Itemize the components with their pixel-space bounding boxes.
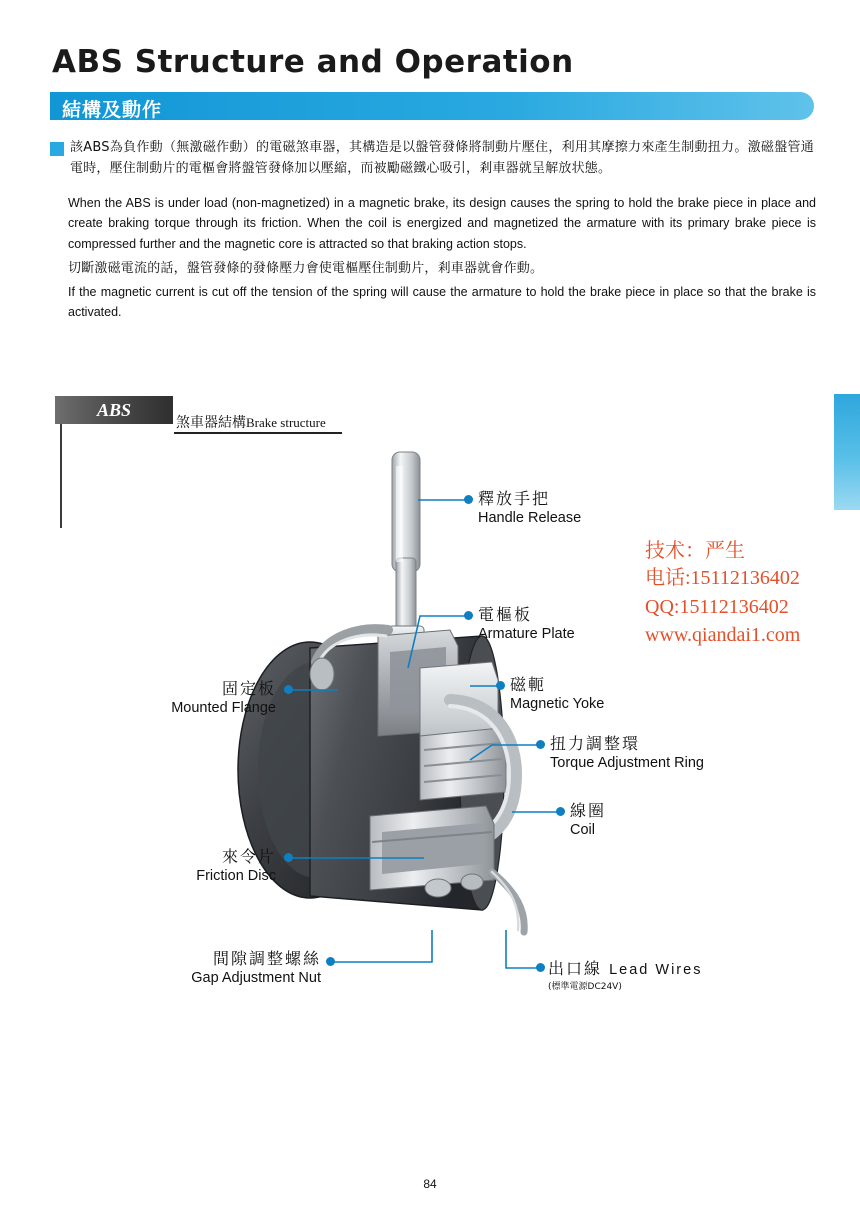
structure-label-en: Brake structure — [246, 415, 326, 430]
callout-mounted-flange — [140, 676, 276, 716]
bullet-square-icon — [50, 142, 64, 156]
callout-coil-en: Coil — [570, 822, 595, 838]
torque-adjustment-ring-shape — [420, 728, 506, 800]
callout-mounted-flange-en: Mounted Flange — [171, 700, 276, 716]
callout-gap-adjustment-nut — [145, 946, 321, 986]
section-title-cn: 結構及動作 — [62, 99, 163, 121]
structure-label — [176, 412, 326, 432]
callout-torque-ring-en: Torque Adjustment Ring — [550, 755, 704, 771]
callout-dot-torque-ring — [536, 740, 545, 749]
callout-lead-wires-en: Lead Wires — [609, 962, 703, 978]
structure-label-cn: 煞車器結構 — [176, 415, 246, 431]
callout-gap-nut-cn: 間隙調整螺絲 — [212, 949, 321, 968]
paragraph-en-2: If the magnetic current is cut off the tension of the spring will cause the armature to hold the brake piece in place so that the brake is activated. — [68, 285, 816, 320]
page-number: 84 — [423, 1177, 437, 1191]
abs-tag-rule — [60, 424, 62, 528]
callout-lead-wires-sub: (標準電源DC24V) — [548, 982, 622, 992]
callout-coil — [570, 798, 606, 838]
abs-tag-label: ABS — [96, 400, 132, 420]
callout-friction-disc-en: Friction Disc — [196, 868, 276, 884]
watermark-line-4: www.qiandai1.com — [645, 624, 801, 647]
callout-armature-plate-cn: 電樞板 — [478, 605, 533, 624]
callout-coil-cn: 線圈 — [570, 801, 607, 820]
callout-lead-wires-cn: 出口線 Lead Wires — [548, 959, 703, 978]
callout-torque-ring-cn: 扭力調整環 — [550, 734, 641, 753]
callout-dot-gap-nut — [326, 957, 335, 966]
structure-label-underline — [174, 432, 342, 434]
watermark-line-1: 技术：严生 — [645, 538, 745, 562]
callout-dot-armature-plate — [464, 611, 473, 620]
paragraph-cn-1: 該ABS為負作動（無激磁作動）的電磁煞車器，其構造是以盤管發條將制動片壓住，利用其摩擦力來產生制動扭力。激磁盤管通電時，壓住制動片的電樞會將盤管發條加以壓縮，而被勵磁鐵心吸引，剎車器就呈解放状態。 — [70, 140, 814, 177]
callout-armature-plate-en: Armature Plate — [478, 626, 575, 642]
callout-gap-nut-en: Gap Adjustment Nut — [191, 970, 321, 986]
callout-handle-release-cn: 釋放手把 — [478, 489, 551, 508]
callout-friction-disc-cn: 來令片 — [221, 847, 276, 866]
watermark-line-3: QQ:15112136402 — [645, 595, 789, 618]
callout-magnetic-yoke-cn: 磁軛 — [510, 675, 547, 694]
lead-wires-shape — [492, 872, 524, 932]
callout-dot-lead-wires — [536, 963, 545, 972]
brake-assembly-illustration — [120, 440, 760, 1020]
callout-dot-coil — [556, 807, 565, 816]
callout-mounted-flange-cn: 固定板 — [221, 679, 276, 698]
callout-lead-wires — [548, 956, 702, 992]
paragraph-cn-2: 切斷激磁電流的話，盤管發條的發條壓力會使電樞壓住制動片，剎車器就會作動。 — [68, 261, 544, 276]
release-handle-shape — [388, 452, 424, 660]
callout-dot-mounted-flange — [284, 685, 293, 694]
section-title-bar — [50, 92, 814, 120]
callout-handle-release — [478, 486, 581, 526]
callout-armature-plate — [478, 602, 575, 642]
callout-torque-adjustment-ring — [550, 731, 704, 771]
callout-dot-friction-disc — [284, 853, 293, 862]
callout-dot-magnetic-yoke — [496, 681, 505, 690]
watermark-line-2: 电话:15112136402 — [645, 567, 800, 590]
callout-dot-handle-release — [464, 495, 473, 504]
callout-handle-release-en: Handle Release — [478, 510, 582, 526]
callout-friction-disc — [140, 844, 276, 884]
callout-magnetic-yoke-en: Magnetic Yoke — [510, 696, 605, 712]
side-index-tab — [834, 394, 860, 510]
paragraph-en-1: When the ABS is under load (non-magnetized) in a magnetic brake, its design causes the spring to hold the brake piece in place and create braking torque through its friction. When the coil is energized and magnetized the armature with its primary brake piece is compressed further and the magnetic core is attracted so that braking action stops. — [68, 196, 816, 251]
page-title: ABS Structure and Operation — [52, 44, 574, 80]
callout-magnetic-yoke — [510, 672, 604, 712]
